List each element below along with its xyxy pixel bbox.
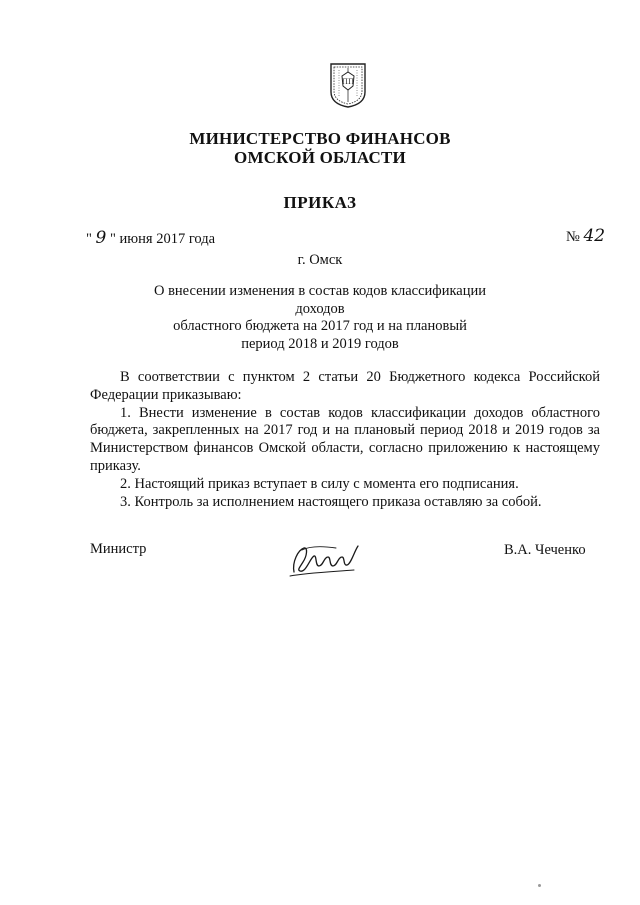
ministry-name-line-2: ОМСКОЙ ОБЛАСТИ [234, 148, 406, 167]
date-day-handwritten: 9 [95, 228, 107, 248]
body-paragraph-item-3: 3. Контроль за исполнением настоящего приказа оставляю за собой. [120, 493, 542, 510]
body-paragraph-item-1: 1. Внести изменение в состав кодов классификации доходов областного бюджета, закрепленных на 2017 год и на плановый период 2018 и 2019 годов за Министерством финансов Омской области, согласно приложению к настоящему приказу. [90, 404, 600, 474]
svg-text:ПП: ПП [341, 78, 355, 86]
date-quote-close: " [110, 231, 116, 247]
coat-of-arms-icon [329, 62, 367, 108]
date-month-year: июня 2017 года [119, 231, 216, 247]
date-quote-open: " [86, 231, 92, 247]
signer-name: В.А. Чеченко [504, 542, 586, 558]
document-city: г. Омск [297, 252, 343, 268]
document-number [566, 226, 605, 246]
handwritten-signature-icon [288, 540, 364, 580]
document-date [86, 228, 215, 248]
subject-line: О внесении изменения в состав кодов классификации доходов [153, 283, 486, 317]
body-paragraph-item-2: 2. Настоящий приказ вступает в силу с момента его подписания. [120, 475, 519, 492]
signer-position: Министр [90, 541, 147, 557]
body-paragraph-preamble: В соответствии с пунктом 2 статьи 20 Бюджетного кодекса Российской Федерации приказываю: [90, 369, 600, 403]
scan-artifact [538, 884, 541, 887]
number-prefix: № [566, 229, 580, 245]
subject-line: областного бюджета на 2017 год и на плановый [173, 318, 467, 334]
document-body [90, 369, 600, 511]
ministry-name-line-1: МИНИСТЕРСТВО ФИНАНСОВ [189, 129, 451, 148]
subject-line: период 2018 и 2019 годов [241, 335, 399, 352]
document-subject [130, 283, 510, 353]
number-value-handwritten: 42 [583, 226, 606, 246]
document-title: ПРИКАЗ [283, 193, 357, 212]
